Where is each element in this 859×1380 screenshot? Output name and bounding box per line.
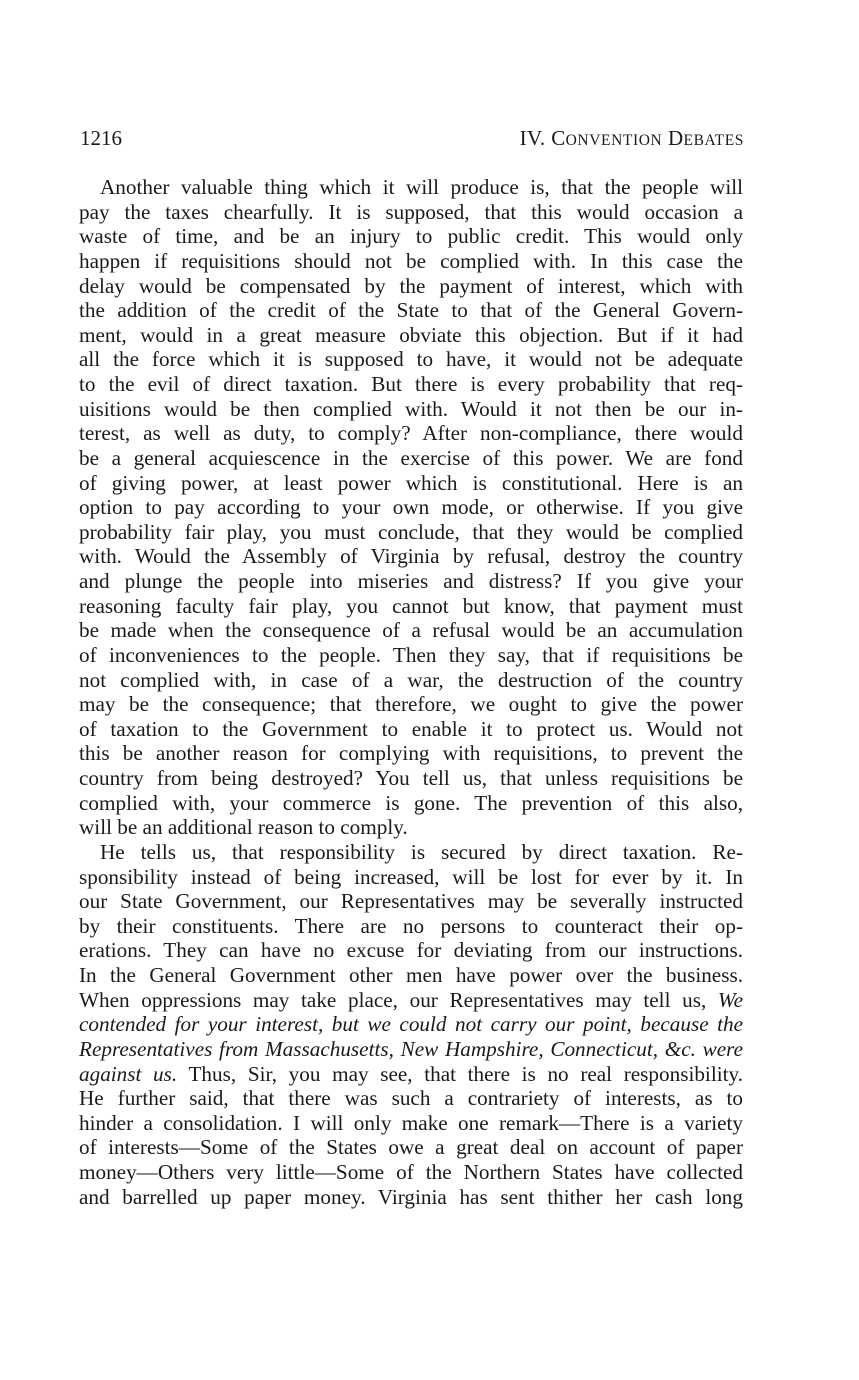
text-line: will be an additional reason to comply. [79, 815, 408, 840]
text-roman: When oppressions may take place, our Representatives may tell us, [79, 987, 707, 1012]
text-line: sponsibility instead of being increased, will be lost for ever by it. In [79, 864, 743, 889]
text-line: happen if requisitions should not be complied with. In this case the [79, 248, 743, 273]
text-line: waste of time, and be an injury to public credit. This would only [79, 224, 743, 249]
section-word2-initial: D [667, 126, 684, 150]
text-line: money—Others very little—Some of the Northern States have collected [79, 1160, 743, 1184]
running-head [80, 126, 744, 156]
text-line: not complied with, in case of a war, the destruction of the country [79, 667, 743, 692]
text-roman: Thus, Sir, you may see, that there is no real responsibility. [188, 1061, 743, 1086]
text-line: He further said, that there was such a contrariety of interests, as to [79, 1086, 743, 1111]
text-line: to the evil of direct taxation. But there is every probability that req- [79, 372, 743, 396]
text-line: terest, as well as duty, to comply? After non-compliance, there would [79, 421, 743, 446]
section-word2-rest: EBATES [683, 132, 744, 149]
text-line: be made when the consequence of a refusal would be an accumulation [79, 618, 743, 643]
text-line: with. Would the Assembly of Virginia by refusal, destroy the country [79, 544, 743, 569]
section-roman: IV. [519, 126, 546, 150]
text-line: this be another reason for complying with requisitions, to prevent the [79, 741, 743, 766]
text-italic: We [717, 987, 744, 1012]
text-line: by their constituents. There are no persons to counteract their op- [79, 913, 743, 938]
text-line: may be the consequence; that therefore, we ought to give the power [79, 692, 743, 717]
text-line-mixed [79, 1062, 743, 1087]
body-text [79, 175, 743, 1209]
text-line: delay would be compensated by the payment of interest, which with [79, 273, 743, 298]
text-line: In the General Government other men have power over the business. [79, 963, 743, 987]
text-italic: contended for your interest, but we could not carry our point, because the [79, 1012, 743, 1037]
text-line: our State Government, our Representatives may be severally instructed [79, 889, 743, 914]
text-line: the addition of the credit of the State to that of the General Govern- [79, 298, 743, 323]
text-line: He tells us, that responsibility is secured by direct taxation. Re- [100, 839, 743, 864]
text-line: and plunge the people into miseries and distress? If you give your [79, 569, 743, 593]
section-word1-initial: C [551, 126, 566, 150]
text-line: erations. They can have no excuse for deviating from our instructions. [79, 938, 743, 963]
text-line: option to pay according to your own mode, or otherwise. If you give [79, 495, 743, 520]
text-line: hinder a consolidation. I will only make one remark—There is a variety [79, 1110, 743, 1135]
text-line: of giving power, at least power which is constitutional. Here is an [79, 470, 743, 495]
text-line-italic [79, 1012, 743, 1037]
text-line: country from being destroyed? You tell us, that unless requisitions be [79, 766, 743, 790]
paragraph-2 [79, 840, 743, 1209]
text-line: pay the taxes chearfully. It is supposed, that this would occasion a [79, 199, 743, 224]
text-line: Another valuable thing which it will produce is, that the people will [100, 175, 743, 199]
text-line: of inconveniences to the people. Then they say, that if requisitions be [79, 642, 743, 667]
page-number: 1216 [80, 126, 122, 150]
text-line: of taxation to the Government to enable it to protect us. Would not [79, 716, 743, 741]
text-line: complied with, your commerce is gone. The prevention of this also, [79, 790, 743, 815]
text-italic: Representatives from Massachusetts, New Hampshire, Connecticut, &c. were [79, 1036, 743, 1061]
section-title [520, 126, 744, 151]
text-line: reasoning faculty fair play, you cannot but know, that payment must [79, 593, 743, 618]
text-line-mixed [79, 988, 743, 1013]
text-line: be a general acquiescence in the exercise of this power. We are fond [79, 445, 743, 470]
text-line: all the force which it is supposed to have, it would not be adequate [79, 347, 743, 372]
text-line: ment, would in a great measure obviate this objection. But if it had [79, 322, 743, 347]
text-line: and barrelled up paper money. Virginia has sent thither her cash long [79, 1184, 743, 1209]
text-italic: against us. [79, 1061, 178, 1086]
text-line: uisitions would be then complied with. Would it not then be our in- [79, 396, 743, 421]
section-word1-rest: ONVENTION [565, 132, 663, 149]
text-line: probability fair play, you must conclude, that they would be complied [79, 519, 743, 544]
paragraph-1 [79, 175, 743, 840]
text-line-italic [79, 1037, 743, 1062]
text-line: of interests—Some of the States owe a great deal on account of paper [79, 1135, 743, 1160]
